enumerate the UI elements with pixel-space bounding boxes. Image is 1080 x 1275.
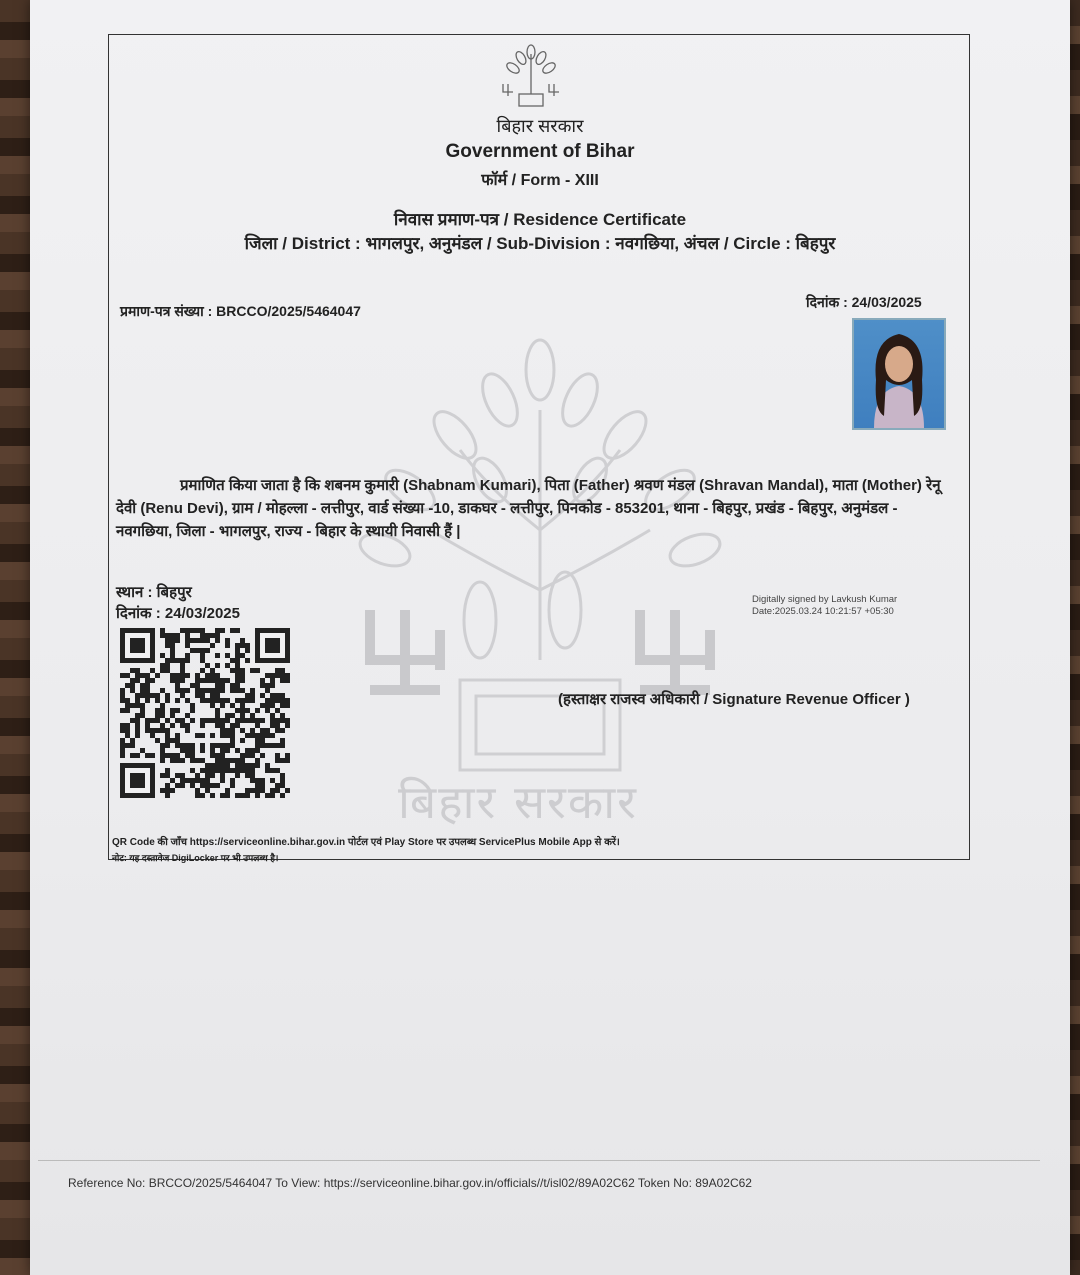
bihar-emblem-icon — [495, 44, 567, 110]
qr-code — [120, 628, 292, 798]
digital-signature — [752, 594, 897, 618]
gov-title-hindi: बिहार सरकार — [496, 116, 584, 136]
gov-title-english: Government of Bihar — [445, 141, 635, 162]
place: स्थान : बिहपुर — [116, 584, 192, 601]
digital-signature-signer: Digitally signed by Lavkush Kumar — [752, 594, 898, 605]
certificate-title: निवास प्रमाण-पत्र / Residence Certificate — [393, 210, 687, 229]
certificate-body: प्रमाणित किया जाता है कि शबनम कुमारी (Shabnam Kumari), पिता (Father) श्रवण मंडल (Shravan Mandal), माता (Mother) रेनू देवी (Renu Devi), ग्राम / मोहल्ला - लत्तीपुर, वार्ड संख्या -10, डाकघर - लत्तीपुर, पिनकोड - 853201, थाना - बिहपुर, प्रखंड - बिहपुर, अनुमंडल - नवगछिया, जिला - भागलपुर, राज्य - बिहार के स्थायी निवासी हैं | — [116, 477, 941, 540]
footer-divider — [38, 1160, 1040, 1161]
applicant-photo — [852, 318, 946, 430]
issue-date: दिनांक : 24/03/2025 — [806, 294, 922, 310]
watermark-text: बिहार सरकार — [398, 775, 638, 829]
certificate-number: प्रमाण-पत्र संख्या : BRCCO/2025/5464047 — [120, 303, 361, 319]
reference-line: Reference No: BRCCO/2025/5464047 To View: https://serviceonline.bihar.gov.in/officials//t/isl02/89A02C62 Token No: 89A02C62 — [68, 1176, 752, 1190]
digital-signature-date: Date:2025.03.24 10:21:57 +05:30 — [752, 606, 894, 617]
qr-verification-note: QR Code की जाँच https://serviceonline.bihar.gov.in पोर्टल एवं Play Store पर उपलब्ध ServicePlus Mobile App से करें। — [112, 837, 620, 848]
form-number: फॉर्म / Form - XIII — [481, 172, 599, 189]
digilocker-note: नोट: यह दस्तावेज DigiLocker पर भी उपलब्ध है। — [112, 853, 279, 863]
signature-label: (हस्ताक्षर राजस्व अधिकारी / Signature Revenue Officer ) — [558, 691, 910, 708]
person-photo-icon — [854, 320, 944, 428]
bottom-date: दिनांक : 24/03/2025 — [116, 605, 240, 622]
district-line: जिला / District : भागलपुर, अनुमंडल / Sub-Division : नवगछिया, अंचल / Circle : बिहपुर — [244, 234, 836, 253]
